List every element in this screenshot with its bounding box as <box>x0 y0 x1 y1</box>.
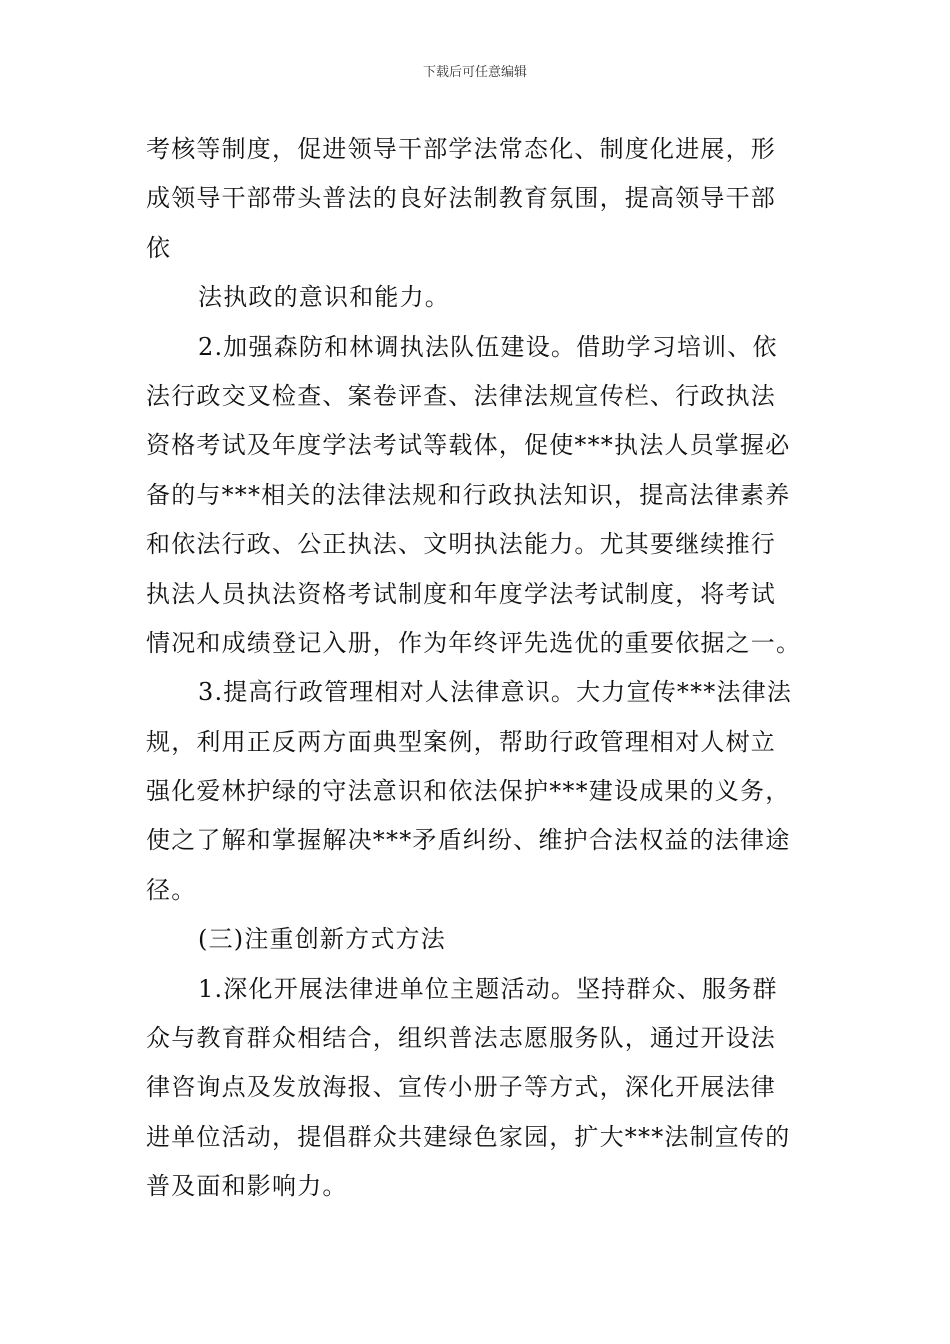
text-line: 情况和成绩登记入册，作为年终评先选优的重要依据之一。 <box>146 628 802 657</box>
text-line: 律咨询点及发放海报、宣传小册子等方式，深化开展法律 <box>146 1073 776 1102</box>
text-line: 1.深化开展法律进单位主题活动。坚持群众、服务群 <box>198 974 778 1003</box>
text-line: 备的与***相关的法律法规和行政执法知识，提高法律素养 <box>146 480 791 509</box>
text-line: 和依法行政、公正执法、文明执法能力。尤其要继续推行 <box>146 530 776 559</box>
text-line: 法执政的意识和能力。 <box>198 283 450 312</box>
text-line: 众与教育群众相结合，组织普法志愿服务队，通过开设法 <box>146 1024 776 1053</box>
page-header: 下载后可任意编辑 <box>422 65 527 80</box>
text-line: 径。 <box>146 875 197 904</box>
text-line: 成领导干部带头普法的良好法制教育氛围，提高领导干部 <box>146 184 776 213</box>
text-line: 2.加强森防和林调执法队伍建设。借助学习培训、依 <box>198 332 778 361</box>
text-line: 强化爱林护绿的守法意识和依法保护***建设成果的义务， <box>146 777 791 806</box>
text-line: 执法人员执法资格考试制度和年度学法考试制度，将考试 <box>146 579 776 608</box>
text-line: 3.提高行政管理相对人法律意识。大力宣传***法律法 <box>198 678 793 707</box>
text-line: 法行政交叉检查、案卷评查、法律法规宣传栏、行政执法 <box>146 381 776 410</box>
text-line: 资格考试及年度学法考试等载体，促使***执法人员掌握必 <box>146 431 791 460</box>
text-line: 进单位活动，提倡群众共建绿色家园，扩大***法制宣传的 <box>146 1122 791 1151</box>
text-line: 规，利用正反两方面典型案例，帮助行政管理相对人树立 <box>146 727 776 756</box>
section-heading: (三)注重创新方式方法 <box>198 925 446 954</box>
text-line: 依 <box>146 233 172 262</box>
text-line: 普及面和影响力。 <box>146 1172 348 1201</box>
text-line: 考核等制度，促进领导干部学法常态化、制度化进展，形 <box>146 135 776 163</box>
text-line: 使之了解和掌握解决***矛盾纠纷、维护合法权益的法律途 <box>146 826 791 855</box>
document-body <box>146 125 810 1212</box>
